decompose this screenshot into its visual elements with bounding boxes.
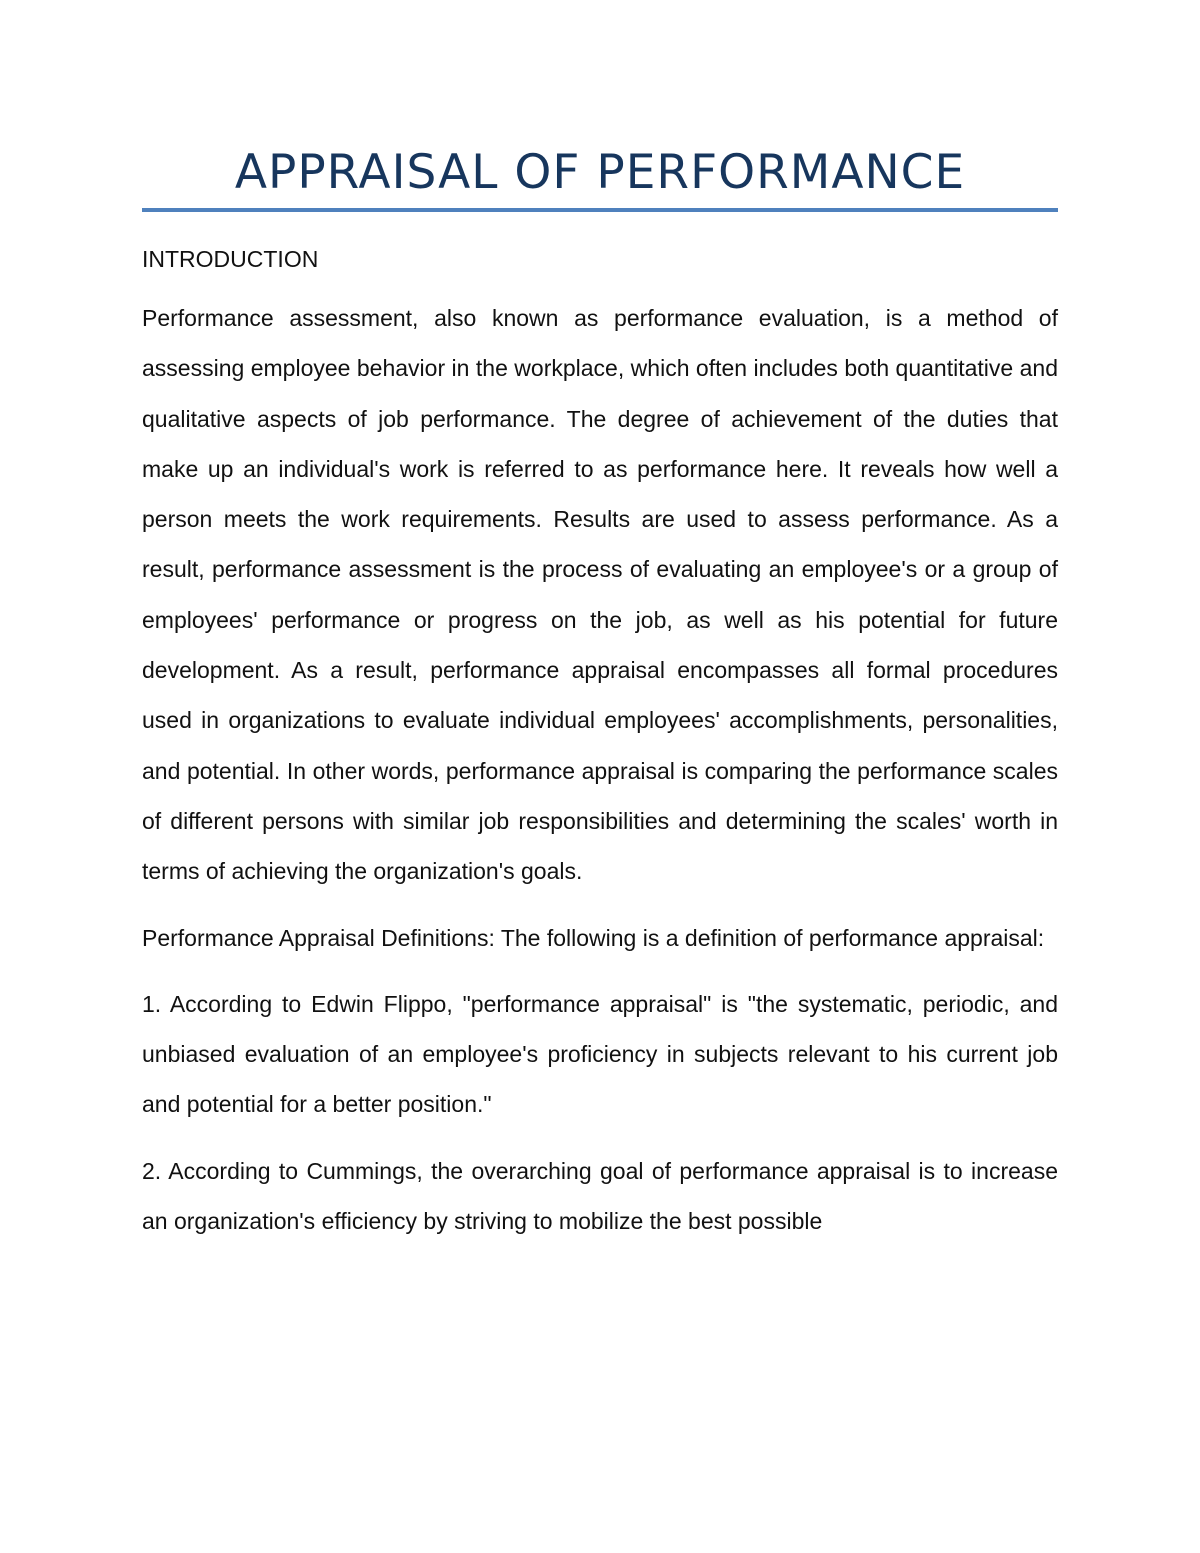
title-block — [142, 138, 1058, 212]
document-title: APPRAISAL OF PERFORMANCE — [234, 145, 966, 200]
definition-item-2: 2. According to Cummings, the overarching goal of performance appraisal is to increase an organization's efficiency by striving to mobilize the best possible — [142, 1157, 1058, 1235]
title-underline-rule — [142, 208, 1058, 212]
document-body — [142, 240, 1058, 1262]
definitions-intro-paragraph: Performance Appraisal Definitions: The following is a definition of performance appraisal: — [142, 924, 1045, 951]
section-heading-introduction: INTRODUCTION — [142, 246, 319, 272]
definition-item-1: 1. According to Edwin Flippo, "performance appraisal" is "the systematic, periodic, and unbiased evaluation of an employee's proficiency in subjects relevant to his current job and potential for a better position." — [142, 990, 1058, 1118]
intro-paragraph: Performance assessment, also known as performance evaluation, is a method of assessing employee behavior in the workplace, which often includes both quantitative and qualitative aspects of job performance. The degree of achievement of the duties that make up an individual's work is referred to as performance here. It reveals how well a person meets the work requirements. Results are used to assess performance. As a result, performance assessment is the process of evaluating an employee's or a group of employees' performance or progress on the job, as well as his potential for future development. As a result, performance appraisal encompasses all formal procedures used in organizations to evaluate individual employees' accomplishments, personalities, and potential. In other words, performance appraisal is comparing the performance scales of different persons with similar job responsibilities and determining the scales' worth in terms of achieving the organization's goals. — [142, 305, 1058, 885]
